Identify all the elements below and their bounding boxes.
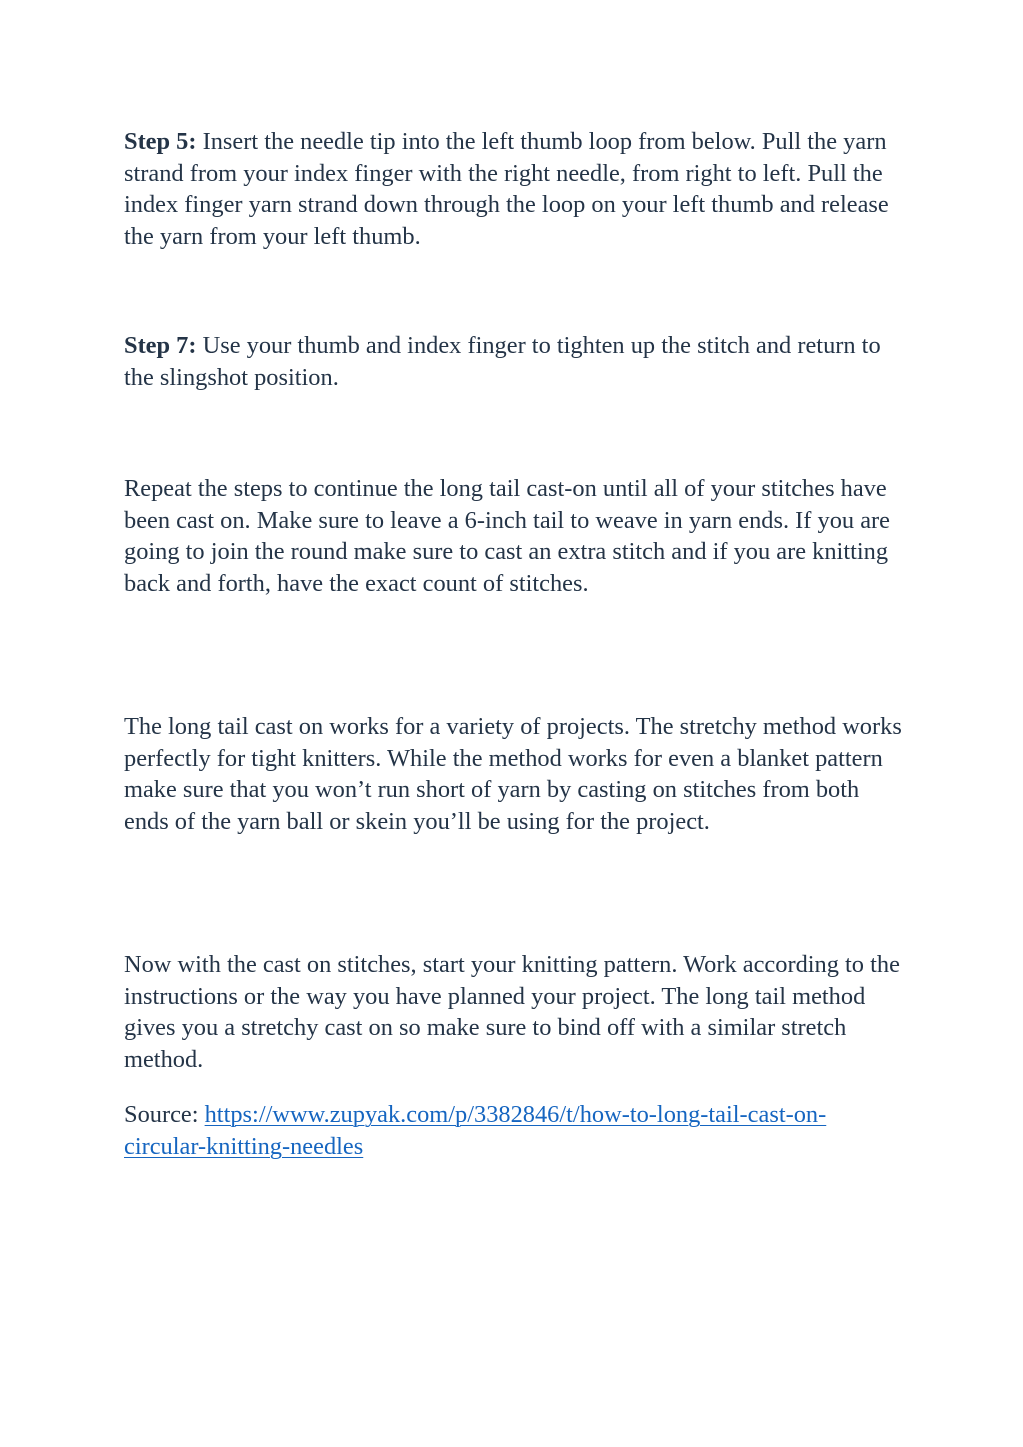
- source-label: Source:: [124, 1101, 205, 1128]
- step-7-paragraph: [124, 330, 904, 393]
- step-7-label: Step 7:: [124, 332, 197, 359]
- step-7-text: Use your thumb and index finger to tighten up the stitch and return to the slingshot position.: [124, 332, 881, 391]
- source-paragraph: [124, 1099, 904, 1162]
- step-5-label: Step 5:: [124, 128, 197, 155]
- long-tail-paragraph: The long tail cast on works for a variety of projects. The stretchy method works perfectly for tight knitters. While the method works for even a blanket pattern make sure that you won’t run short of yarn by casting on stitches from both ends of the yarn ball or skein you’ll be using for the project.: [124, 713, 902, 835]
- next-steps-paragraph: Now with the cast on stitches, start your knitting pattern. Work according to the instructions or the way you have planned your project. The long tail method gives you a stretchy cast on so make sure to bind off with a similar stretch method.: [124, 951, 900, 1073]
- step-5-text: Insert the needle tip into the left thumb loop from below. Pull the yarn strand from your index finger with the right needle, from right to left. Pull the index finger yarn strand down through the loop on your left thumb and release the yarn from your left thumb.: [124, 128, 889, 250]
- repeat-steps-paragraph: Repeat the steps to continue the long tail cast-on until all of your stitches have been cast on. Make sure to leave a 6-inch tail to weave in yarn ends. If you are going to join the round make sure to cast an extra stitch and if you are knitting back and forth, have the exact count of stitches.: [124, 475, 890, 597]
- step-5-paragraph: [124, 126, 904, 252]
- source-link[interactable]: https://www.zupyak.com/p/3382846/t/how-to-long-tail-cast-on-circular-knitting-needles: [124, 1101, 827, 1160]
